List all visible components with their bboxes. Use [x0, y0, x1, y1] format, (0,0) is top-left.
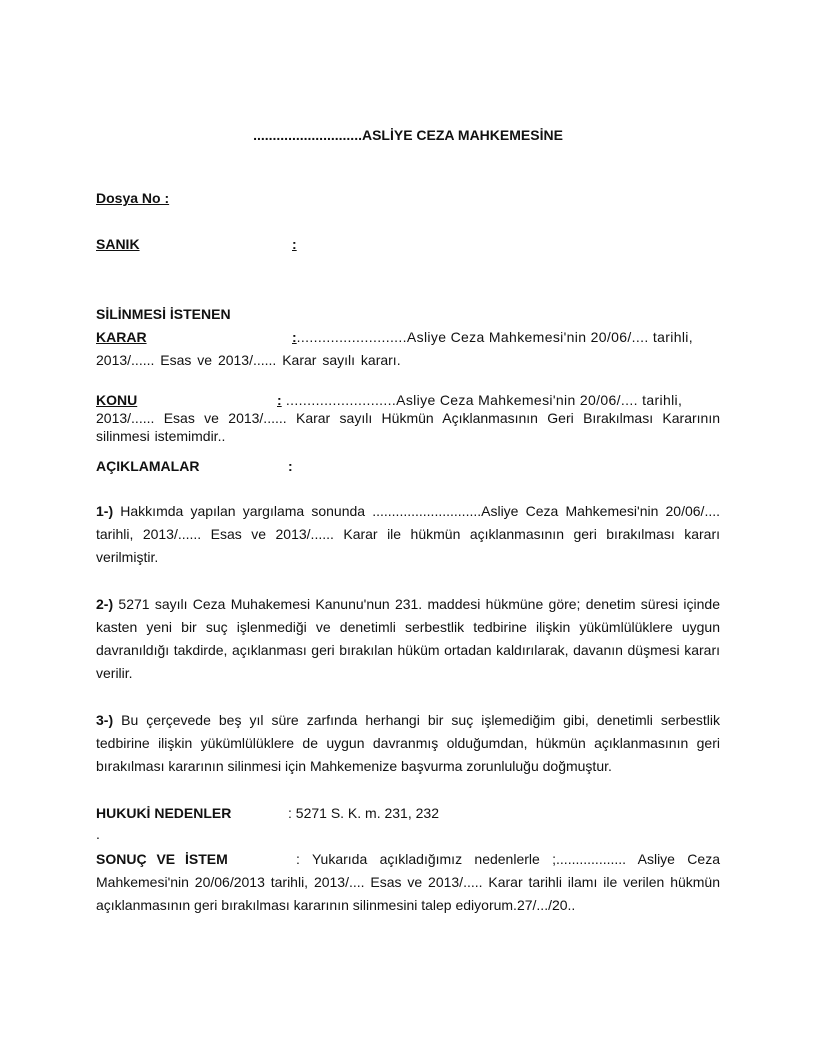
konu-text-rest: 2013/...... Esas ve 2013/...... Karar sayılı Hükmün Açıklanmasının Geri Bırakılması Kararının silinmesi istemimdir.. [96, 410, 720, 444]
aciklamalar-colon: : [288, 458, 293, 474]
sonuc-block [96, 848, 720, 917]
karar-colon: : [292, 329, 297, 345]
karar-block [96, 328, 720, 369]
hukuki-nedenler-label: HUKUKİ NEDENLER [96, 805, 232, 821]
aciklamalar-label: AÇIKLAMALAR [96, 458, 200, 474]
item-1 [96, 500, 720, 569]
item-3-text: Bu çerçevede beş yıl süre zarfında herhangi bir suç işlemediğim gibi, denetimli serbestlik tedbirine ilişkin yükümlülüklere de uygun davranmış olduğumdan, hükmün açıklanmasının geri bırakılması kararının silinmesi için Mahkemenize başvurma zorunluluğu doğmuştur. [96, 712, 720, 774]
sanik-colon: : [292, 236, 297, 252]
konu-first-line [96, 391, 720, 409]
konu-label: KONU [96, 392, 138, 408]
item-3-number: 3-) [96, 712, 114, 728]
dosya-no-label: Dosya No : [96, 190, 170, 206]
item-2-text: 5271 sayılı Ceza Muhakemesi Kanunu'nun 231. maddesi hükmüne göre; denetim süresi içinde kasten yeni bir suç işlenmediği ve denetimli serbestlik tedbirine ilişkin yükümlülüklere uygun davranıldığı takdirde, açıklanması geri bırakılan hüküm ortadan kaldırılarak, davanın düşmesi kararı verilir. [96, 596, 720, 681]
karar-text-line2: 2013/...... Esas ve 2013/...... Karar sayılı kararı. [96, 352, 401, 368]
konu-block [96, 391, 720, 445]
konu-colon: : [277, 392, 282, 408]
karar-label: KARAR [96, 329, 147, 345]
sanik-label: SANIK [96, 236, 140, 252]
hukuki-nedenler-row [96, 804, 720, 822]
document-title: ............................ASLİYE CEZA MAHKEMESİNE [253, 127, 563, 143]
aciklamalar-row [96, 457, 720, 475]
item-1-number: 1-) [96, 503, 114, 519]
item-2 [96, 593, 720, 685]
konu-text-line1: ..........................Asliye Ceza Mahkemesi'nin 20/06/.... tarihli, [281, 392, 683, 408]
item-2-number: 2-) [96, 596, 114, 612]
karar-first-line [96, 328, 720, 346]
sonuc-label: SONUÇ VE İSTEM [96, 851, 228, 867]
silinmesi-istenen-heading: SİLİNMESİ İSTENEN [96, 306, 231, 322]
karar-text-line1: ..........................Asliye Ceza Mahkemesi'nin 20/06/.... tarihli, [296, 329, 693, 345]
hukuki-nedenler-value: : 5271 S. K. m. 231, 232 [288, 805, 439, 821]
sanik-row [96, 235, 720, 253]
item-1-text: Hakkımda yapılan yargılama sonunda ............................Asliye Ceza Mahkemesi'nin 20/06/.... tarihli, 2013/...... Esas ve 2013/...... Karar ile hükmün açıklanmasının geri bırakılması kararı verilmiştir. [96, 503, 721, 565]
sonuc-text: : Yukarıda açıkladığımız nedenlerle ;.................. Asliye Ceza Mahkemesi'nin 20/06/2013 tarihli, 2013/.... Esas ve 2013/..... Karar tarihli ilamı ile verilen hükmün açıklanmasının geri bırakılması kararının silinmesini talep ediyorum.27/.../20.. [96, 851, 720, 913]
item-3 [96, 709, 720, 778]
separator-dot: . [96, 826, 100, 842]
